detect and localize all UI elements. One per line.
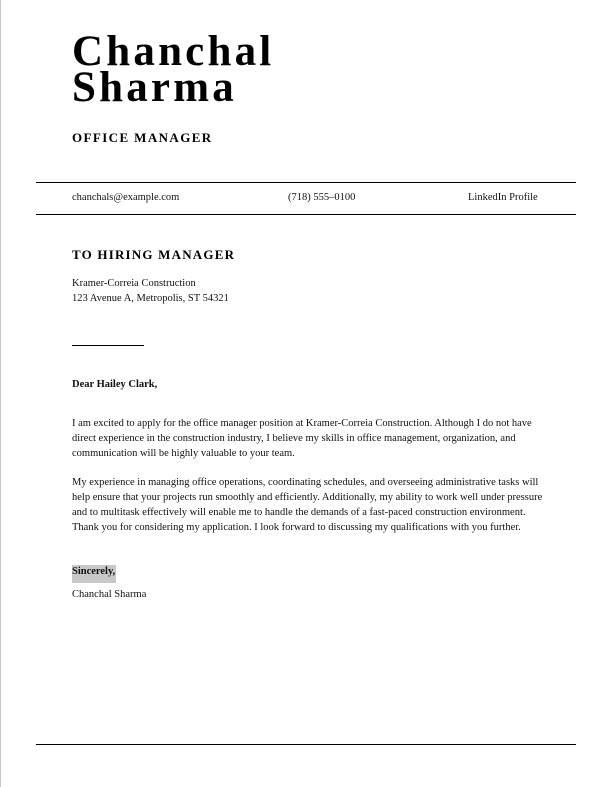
contact-top-rule bbox=[36, 182, 576, 183]
recipient-company: Kramer-Correia Construction bbox=[72, 278, 196, 289]
contact-linkedin-link[interactable]: LinkedIn Profile bbox=[468, 192, 538, 203]
recipient-address: 123 Avenue A, Metropolis, ST 54321 bbox=[72, 292, 229, 304]
footer-rule bbox=[36, 744, 576, 745]
letter-closing[interactable]: Sincerely, bbox=[72, 565, 116, 583]
name-line-2: Sharma bbox=[72, 64, 237, 111]
recipient-address-block bbox=[72, 277, 229, 306]
letter-paragraph-1: I am excited to apply for the office manager position at Kramer-Correia Construction. Although I do not have direct experience in the construction industry, I believe my skills in office management, organization, and communication will be highly valuable to your team. bbox=[72, 418, 532, 459]
page-left-edge bbox=[0, 0, 1, 787]
letter-paragraph-2: My experience in managing office operations, coordinating schedules, and overseeing administrative tasks will help ensure that your projects run smoothly and efficiently. Additionally, my ability to work well under pressure and to multitask effectively will enable me to handle the demands of a fast-paced construction environment. Thank you for considering my application. I look forward to discussing my qualifications with you further. bbox=[72, 477, 543, 533]
contact-phone[interactable]: (718) 555–0100 bbox=[288, 192, 356, 203]
letter-greeting: Dear Hailey Clark, bbox=[72, 379, 158, 390]
contact-email[interactable]: chanchals@example.com bbox=[72, 192, 180, 203]
applicant-name bbox=[72, 28, 275, 111]
recipient-heading: TO HIRING MANAGER bbox=[72, 247, 236, 262]
job-title: OFFICE MANAGER bbox=[72, 130, 213, 145]
letter-signature: Chanchal Sharma bbox=[72, 589, 147, 600]
date-placeholder-line bbox=[72, 345, 144, 346]
contact-bottom-rule bbox=[36, 214, 576, 215]
name-line-1: Chanchal bbox=[72, 28, 275, 75]
